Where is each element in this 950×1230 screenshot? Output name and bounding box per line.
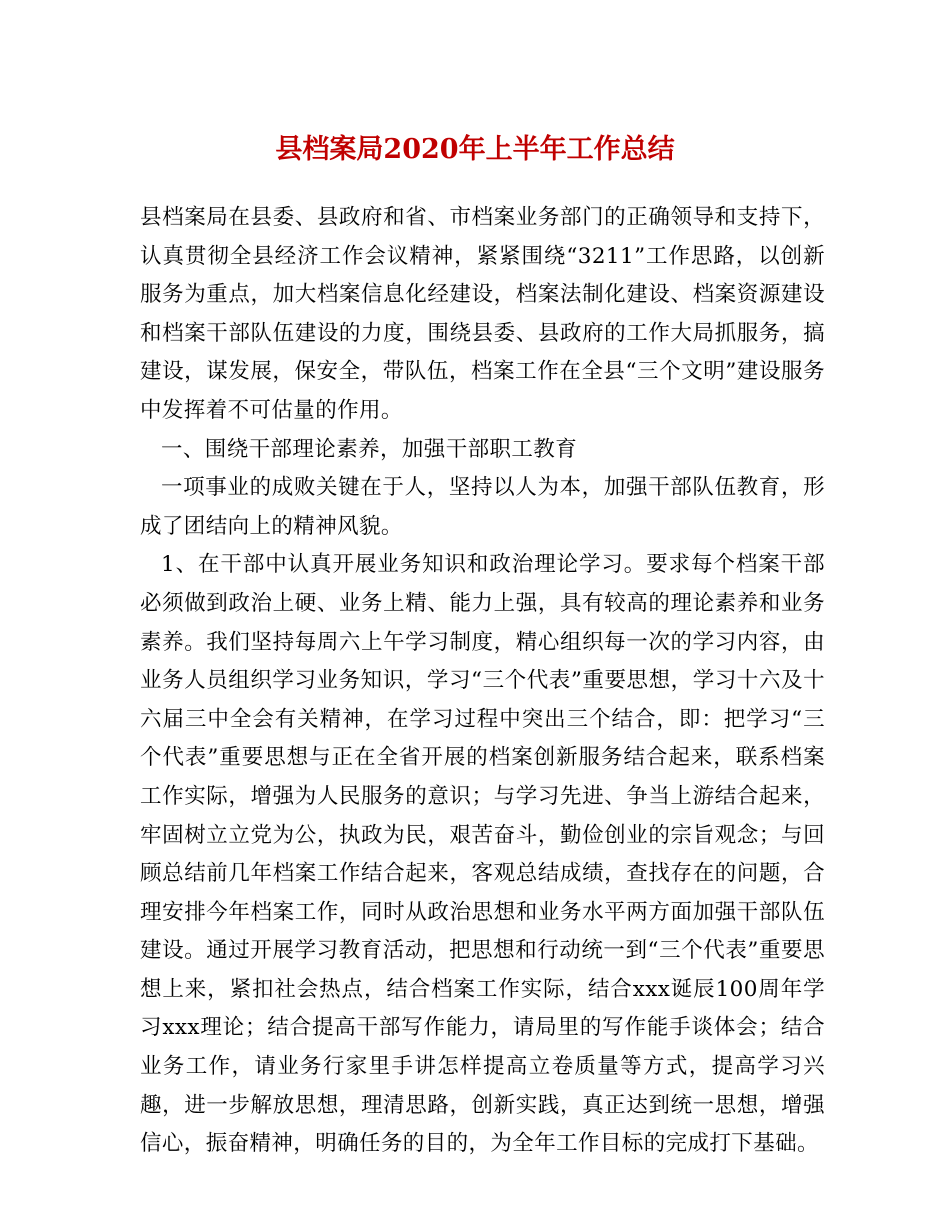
document-body [140, 199, 825, 1164]
document-title: 县档案局2020年上半年工作总结 [275, 134, 675, 165]
item-1-paragraph: 1、在干部中认真开展业务知识和政治理论学习。要求每个档案干部必须做到政治上硬、业务上精、能力上强，具有较高的理论素养和业务素养。我们坚持每周六上午学习制度，精心组织每一次的学习内容，由业务人员组织学习业务知识，学习“三个代表”重要思想，学习十六及十六届三中全会有关精神，在学习过程中突出三个结合，即：把学习“三个代表”重要思想与正在全省开展的档案创新服务结合起来，联系档案工作实际，增强为人民服务的意识；与学习先进、争当上游结合起来，牢固树立立党为公，执政为民，艰苦奋斗，勤俭创业的宗旨观念；与回顾总结前几年档案工作结合起来，客观总结成绩，查找存在的问题，合理安排今年档案工作，同时从政治思想和业务水平两方面加强干部队伍建设。通过开展学习教育活动，把思想和行动统一到“三个代表”重要思想上来，紧扣社会热点，结合档案工作实际，结合xxx诞辰100周年学习xxx理论；结合提高干部写作能力，请局里的写作能手谈体会；结合业务工作，请业务行家里手讲怎样提高立卷质量等方式，提高学习兴趣，进一步解放思想，理清思路，创新实践，真正达到统一思想，增强信心，振奋精神，明确任务的目的，为全年工作目标的完成打下基础。 [140, 552, 825, 1157]
section-heading: 一、围绕干部理论素养，加强干部职工教育 [161, 436, 578, 462]
intro-paragraph: 县档案局在县委、县政府和省、市档案业务部门的正确领导和支持下，认真贯彻全县经济工作会议精神，紧紧围绕“3211”工作思路，以创新服务为重点，加大档案信息化经建设，档案法制化建设、档案资源建设和档案干部队伍建设的力度，围绕县委、县政府的工作大局抓服务，搞建设，谋发展，保安全，带队伍，档案工作在全县“三个文明”建设服务中发挥着不可估量的作用。 [140, 205, 825, 423]
section-intro-paragraph: 一项事业的成败关键在于人，坚持以人为本，加强干部队伍教育，形成了团结向上的精神风貌。 [140, 475, 825, 539]
